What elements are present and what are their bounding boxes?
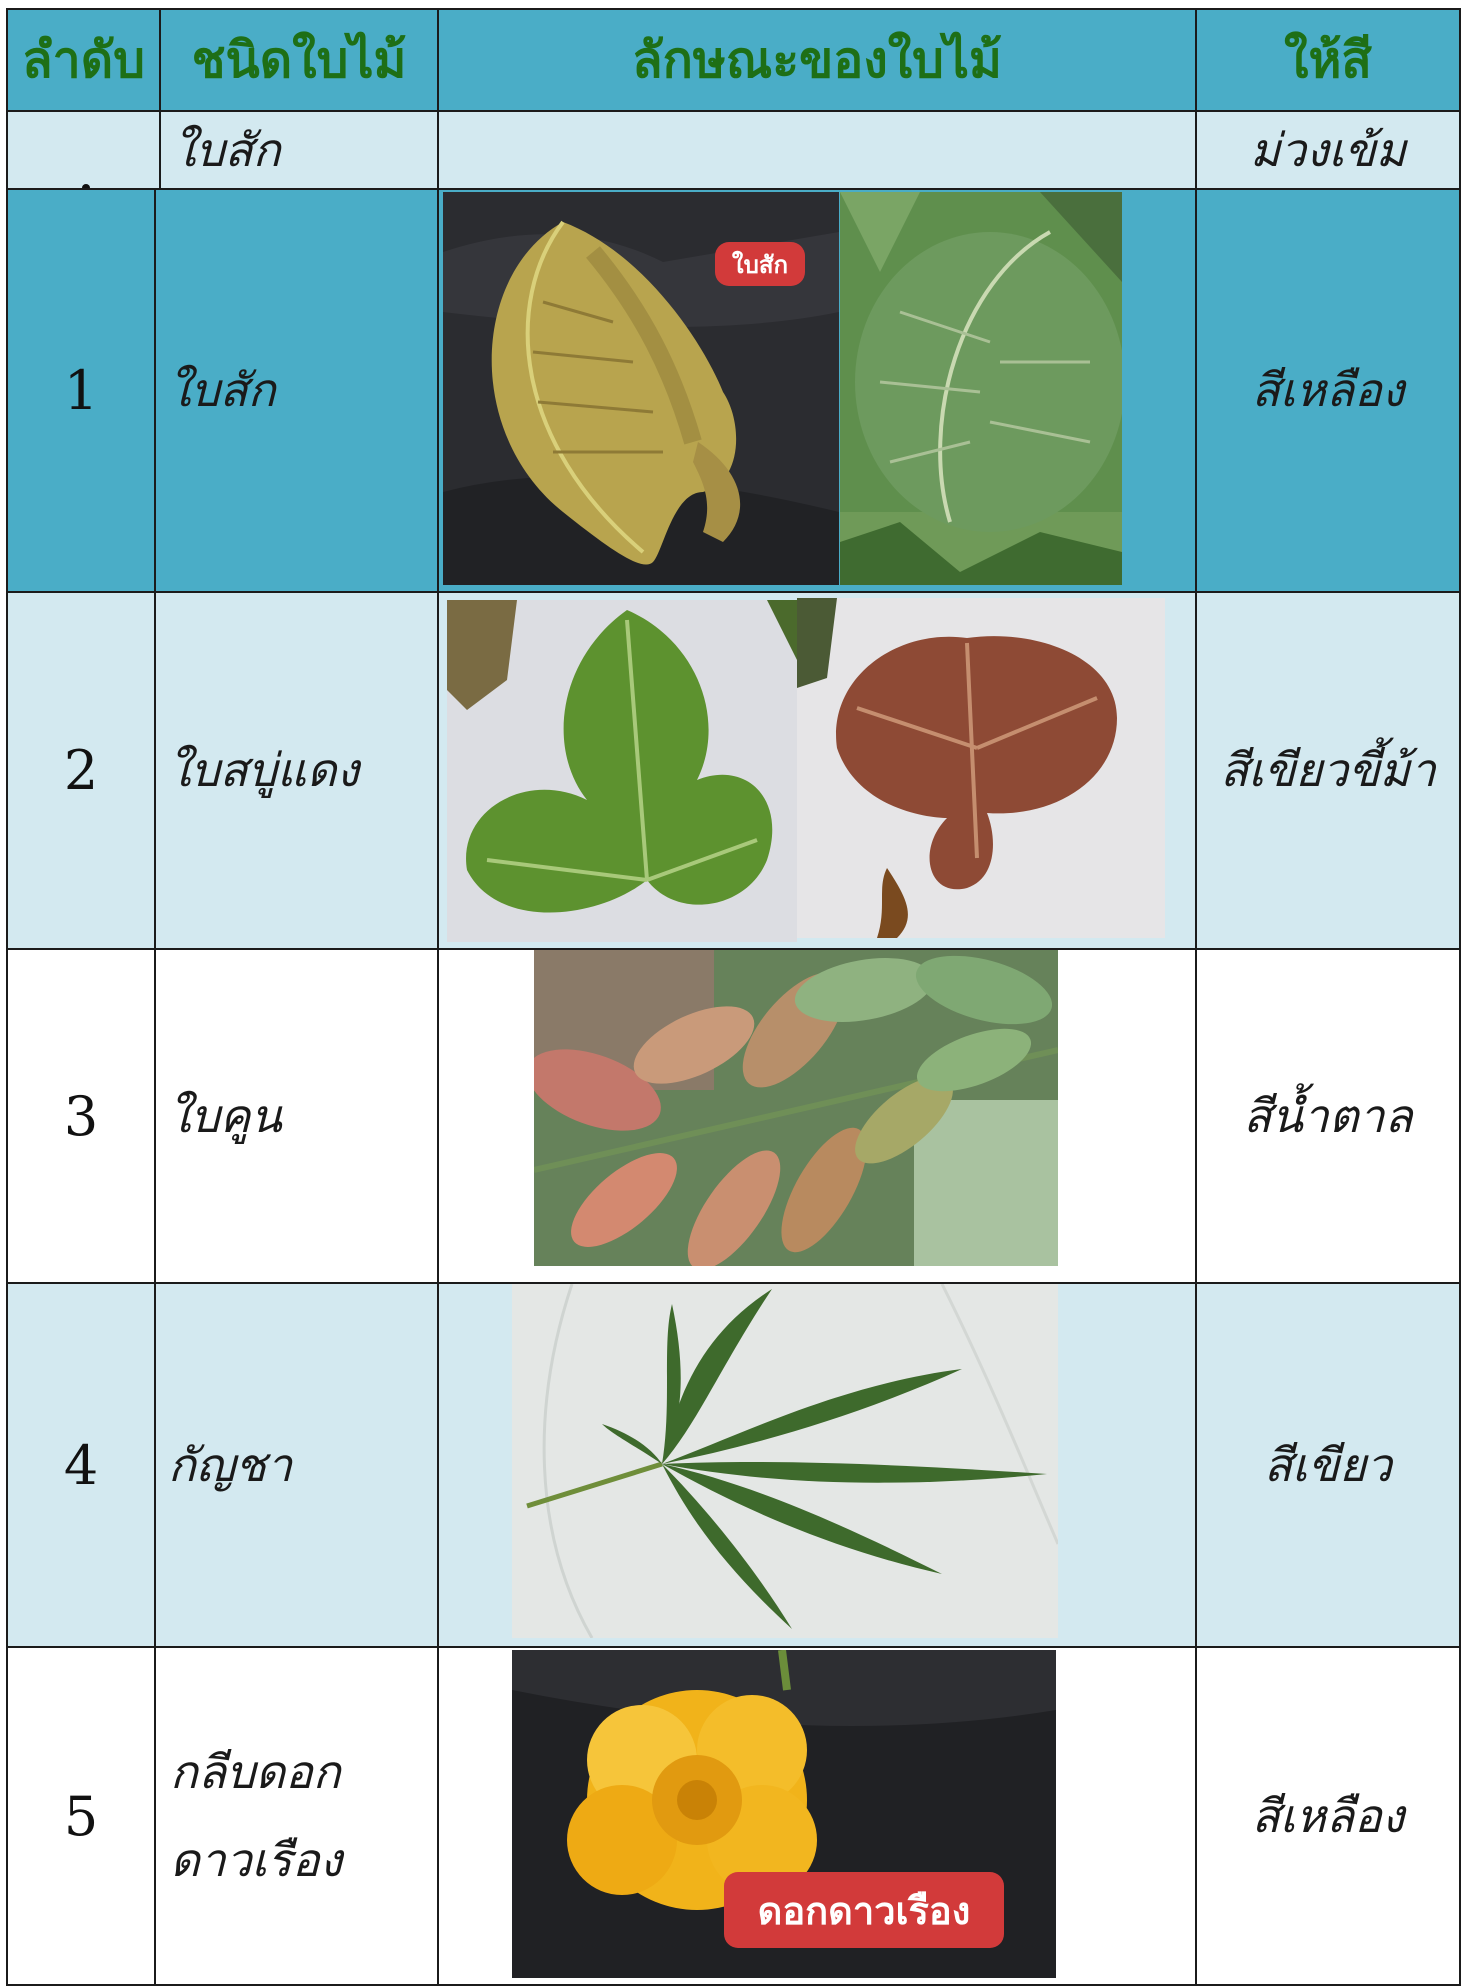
row4-color-cell [1195,1282,1461,1648]
cannabis-leaf-photo [512,1284,1058,1638]
teak-photo-tag [715,242,805,286]
row4-name-cell [154,1282,439,1648]
row1-name: ใบสัก [168,363,276,417]
row3-order: 3 [63,1084,99,1148]
marigold-photo-tag-label: ดอกดาวเรือง [757,1888,971,1933]
row2-color: สีเขียวขี้ม้า [1220,743,1436,797]
row5-name-line1: กลีบดอก [170,1745,341,1799]
row0-color: ม่วงเข้ม [1249,122,1407,177]
teak-dry-leaf-photo [443,192,839,585]
teak-green-leaf-image [840,192,1122,585]
physic-nut-red-leaf-photo [797,598,1165,938]
row1-order-cell [6,188,156,593]
row2-order-cell [6,591,156,950]
header-leaf-feature-label: ลักษณะของใบไม้ [632,30,1002,89]
row3-color: สีน้ำตาล [1243,1088,1413,1143]
marigold-photo-tag [724,1872,1004,1948]
row4-name: กัญชา [168,1437,293,1492]
header-dye-color-label: ให้สี [1284,30,1372,89]
row3-name-cell [154,948,439,1284]
golden-shower-leaf-photo [534,950,1058,1266]
header-leaf-feature [437,8,1197,112]
row4-color: สีเขียว [1263,1437,1393,1492]
header-order-label: ลำดับ [22,30,145,89]
header-leaf-type [159,8,439,112]
row2-color-cell [1195,591,1461,950]
teak-green-leaf-photo [840,192,1122,585]
row1-color-cell [1195,188,1461,593]
golden-shower-leaf-image [534,950,1058,1266]
row2-order: 2 [63,739,99,802]
row5-color-cell [1195,1646,1461,1986]
cannabis-leaf-image [512,1284,1058,1638]
row5-color: สีเหลือง [1251,1788,1405,1843]
physic-nut-red-leaf-image [797,598,1165,938]
row0-color-cell [1195,110,1461,190]
teak-photo-tag-label: ใบสัก [731,250,789,279]
row5-name-cell [154,1646,439,1986]
row4-order: 4 [63,1433,99,1497]
header-order [6,8,161,112]
row3-order-cell [6,948,156,1284]
row3-color-cell [1195,948,1461,1284]
row1-name-cell [154,188,439,593]
row1-color: สีเหลือง [1251,363,1405,417]
row5-order-cell [6,1646,156,1986]
row5-name-line2: ดาวเรือง [170,1833,343,1887]
header-dye-color [1195,8,1461,112]
row0-name-cell [159,110,439,190]
physic-nut-green-leaf-photo [447,600,797,942]
row5-order: 5 [63,1784,99,1848]
row3-name: ใบคูน [168,1088,282,1143]
row2-name: ใบสบู่แดง [168,743,359,797]
row0-feature-cell [437,110,1197,190]
row4-order-cell [6,1282,156,1648]
row0-order-cell [6,110,161,190]
row2-name-cell [154,591,439,950]
header-leaf-type-label: ชนิดใบไม้ [191,30,407,89]
row0-name: ใบสัก [173,122,281,177]
physic-nut-green-leaf-image [447,600,797,942]
row1-order: 1 [63,359,99,422]
marigold-photo [512,1650,1056,1978]
